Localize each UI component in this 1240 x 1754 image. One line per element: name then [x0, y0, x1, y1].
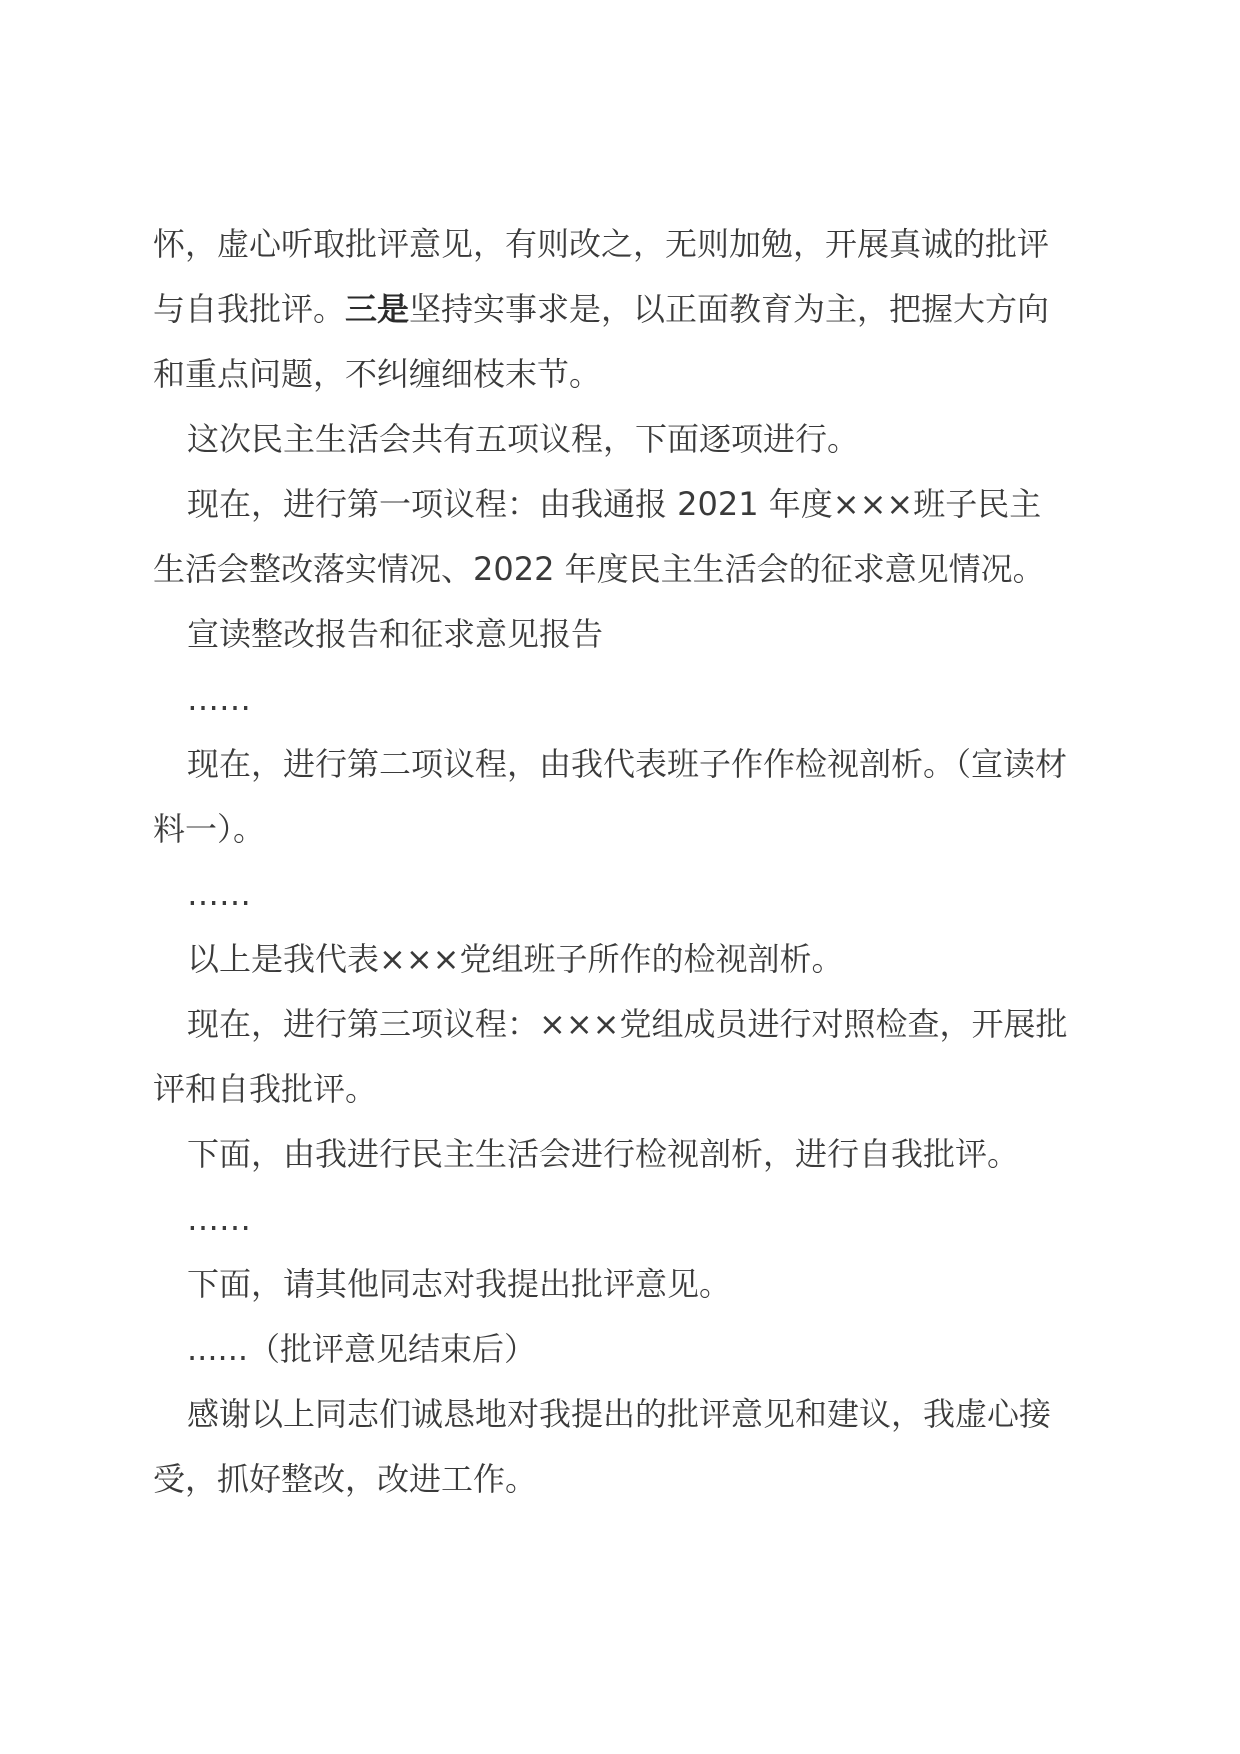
paragraph: 感谢以上同志们诚恳地对我提出的批评意见和建议，我虚心接受，抓好整改，改进工作。	[153, 1395, 1052, 1498]
paragraph-continuation	[153, 212, 1073, 407]
paragraph: ......（批评意见结束后）	[187, 1330, 537, 1368]
ellipsis-paragraph: ……	[187, 875, 251, 913]
paragraph: 宣读整改报告和征求意见报告	[187, 615, 604, 653]
ellipsis-paragraph: ……	[187, 1200, 251, 1238]
ellipsis-paragraph: ……	[187, 680, 251, 718]
paragraph: 现在，进行第二项议程，由我代表班子作作检视剖析。（宣读材料一）。	[153, 745, 1068, 848]
paragraph: 下面，请其他同志对我提出批评意见。	[187, 1265, 732, 1303]
paragraph: 这次民主生活会共有五项议程，下面逐项进行。	[187, 420, 860, 458]
paragraph-text: 怀，虚心听取批评意见，有则改之，无则加勉，开展真诚的批评与自我批评。	[153, 225, 1050, 328]
paragraph: 现在，进行第三项议程：×××党组成员进行对照检查，开展批评和自我批评。	[153, 1005, 1068, 1108]
emphasis-label: 三是	[345, 290, 410, 328]
paragraph: 下面，由我进行民主生活会进行检视剖析，进行自我批评。	[187, 1135, 1020, 1173]
paragraph: 以上是我代表×××党组班子所作的检视剖析。	[187, 940, 844, 978]
document-page	[153, 212, 1073, 1512]
paragraph: 现在，进行第一项议程：由我通报 2021 年度×××班子民主生活会整改落实情况、2022 年度民主生活会的征求意见情况。	[153, 485, 1045, 588]
paragraph-text-tail: 坚持实事求是，以正面教育为主，把握大方向和重点问题，不纠缠细枝末节。	[153, 290, 1050, 393]
